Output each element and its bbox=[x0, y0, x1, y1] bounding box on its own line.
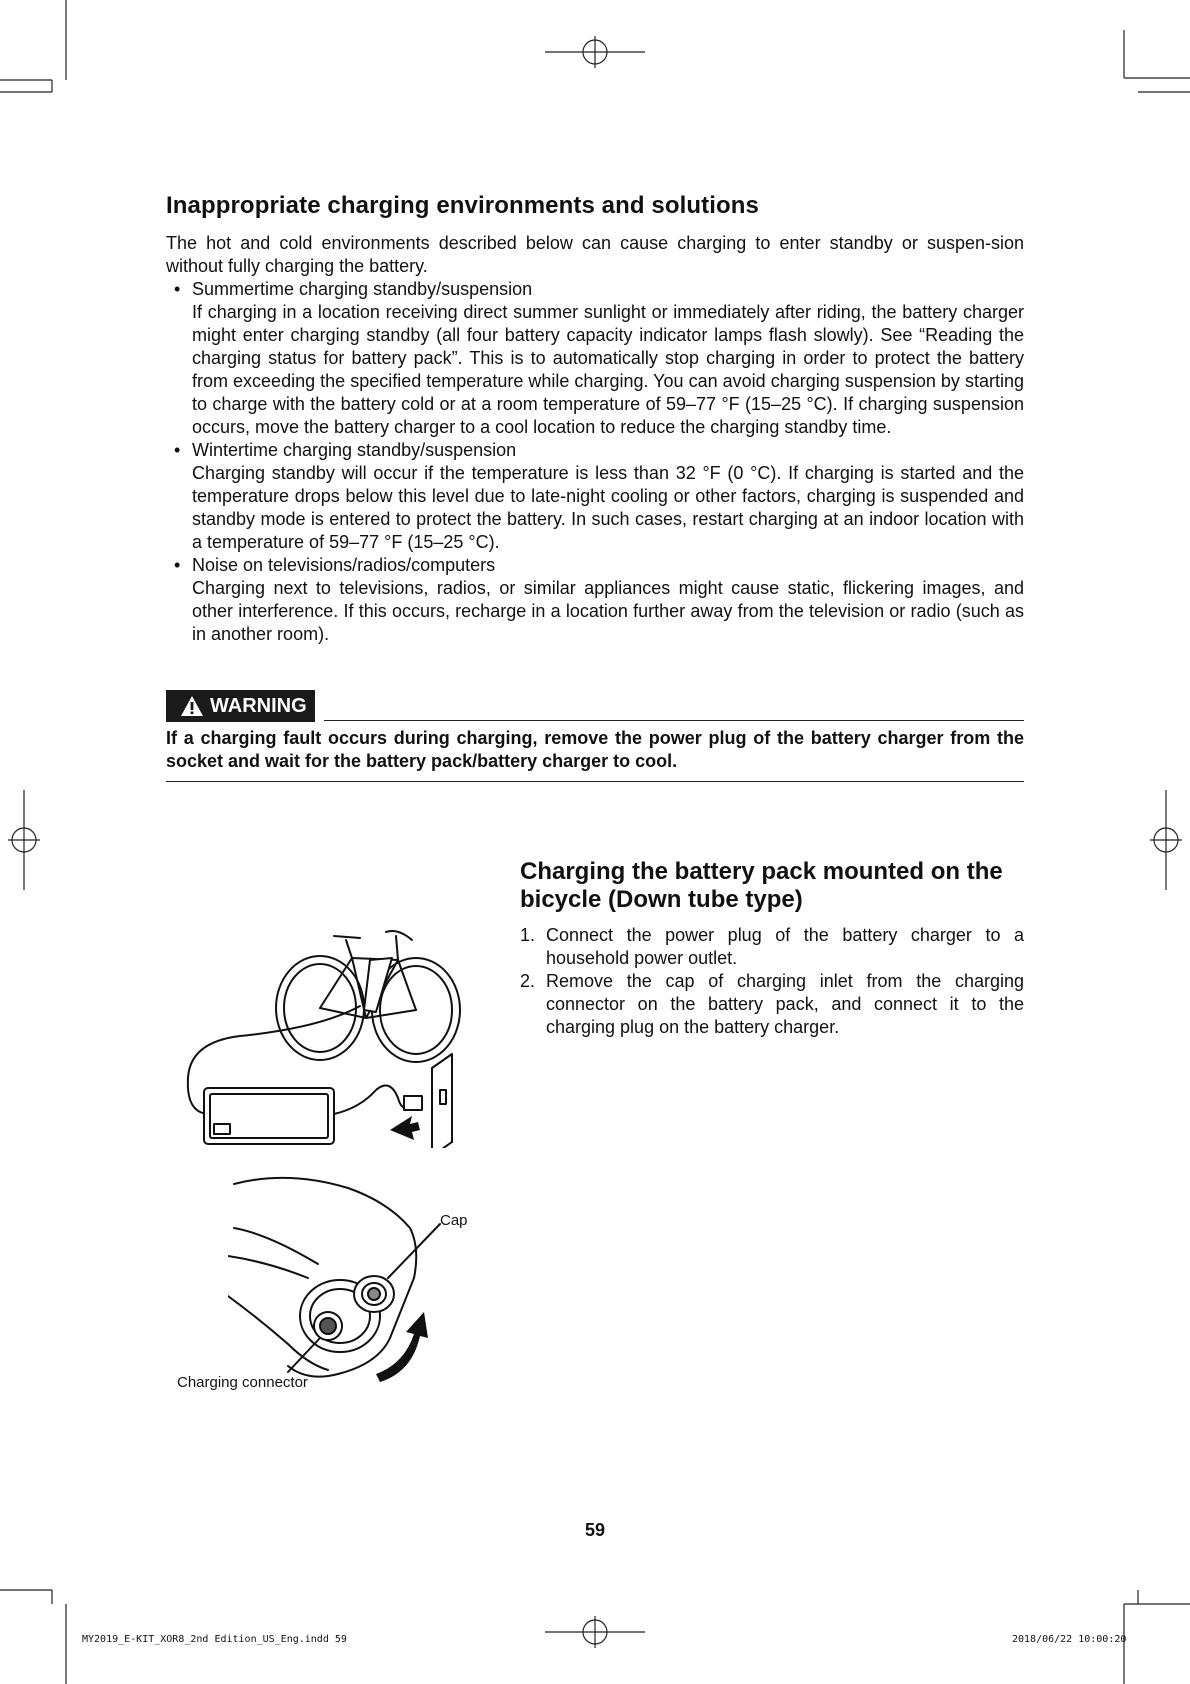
step-item bbox=[520, 924, 1024, 970]
section-title-charging-environments: Inappropriate charging environments and solutions bbox=[166, 192, 759, 219]
cap-label: Cap bbox=[440, 1212, 468, 1229]
step-item bbox=[520, 970, 1024, 1039]
warning-rule-top bbox=[324, 720, 1024, 721]
bullet-icon: • bbox=[174, 440, 181, 460]
file-slug: MY2019_E-KIT_XOR8_2nd Edition_US_Eng.indd 59 bbox=[82, 1634, 347, 1645]
warning-label: WARNING bbox=[210, 694, 307, 717]
warning-badge bbox=[166, 690, 315, 722]
page-number: 59 bbox=[584, 1520, 606, 1540]
warning-box bbox=[166, 690, 1024, 782]
list-item-title: Summertime charging standby/suspension bbox=[192, 279, 533, 299]
charging-connector-illustration bbox=[228, 1168, 468, 1388]
list-item-winter bbox=[166, 439, 1024, 554]
date-slug: 2018/06/22 10:00:20 bbox=[1012, 1634, 1127, 1645]
list-item-summer bbox=[166, 278, 1024, 439]
step-number: 1. bbox=[520, 925, 536, 945]
bicycle-charger-illustration bbox=[180, 918, 480, 1148]
list-item-noise bbox=[166, 554, 1024, 646]
warning-text: If a charging fault occurs during charging, remove the power plug of the battery charger from the socket and wait for the battery pack/battery charger to cool. bbox=[166, 728, 1024, 771]
charging-connector-label: Charging connector bbox=[177, 1374, 308, 1391]
bullet-icon: • bbox=[174, 555, 181, 575]
list-item-text: Charging next to televisions, radios, or similar appliances might cause static, flickering images, and other interference. If this occurs, recharge in a location further away from the television or radio (such as in another room). bbox=[192, 578, 1024, 644]
step-number: 2. bbox=[520, 971, 536, 991]
insert-arrow-icon bbox=[390, 1116, 420, 1140]
step-text: Connect the power plug of the battery charger to a household power outlet. bbox=[546, 925, 1024, 968]
warning-rule-bottom bbox=[166, 781, 1024, 782]
section-title-charging-mounted: Charging the battery pack mounted on the bicycle (Down tube type) bbox=[520, 858, 1003, 913]
warning-triangle-icon bbox=[180, 695, 204, 717]
charging-steps bbox=[520, 924, 1024, 1039]
list-item-text: If charging in a location receiving direct summer sunlight or immediately after riding, the battery charger might enter charging standby (all four battery capacity indicator lamps flash slowly). See “Reading the charging status for battery pack”. This is to automatically stop charging in order to protect the battery from exceeding the specified temperature while charging. You can avoid charging suspension by starting to charge with the battery cold or at a room temperature of 59–77 °F (15–25 °C). If charging suspension occurs, move the battery charger to a cool location to reduce the charging standby time. bbox=[192, 302, 1024, 437]
environment-list bbox=[166, 278, 1024, 646]
bullet-icon: • bbox=[174, 279, 181, 299]
step-text: Remove the cap of charging inlet from the charging connector on the battery pack, and connect it to the charging plug on the battery charger. bbox=[546, 971, 1024, 1037]
list-item-title: Wintertime charging standby/suspension bbox=[192, 440, 517, 460]
list-item-title: Noise on televisions/radios/computers bbox=[192, 555, 496, 575]
list-item-text: Charging standby will occur if the temperature is less than 32 °F (0 °C). If charging is started and the temperature drops below this level due to late-night cooling or other factors, charging is suspended and standby mode is entered to protect the battery. In such cases, restart charging at an indoor location with a temperature of 59–77 °F (15–25 °C). bbox=[192, 463, 1024, 552]
intro-paragraph: The hot and cold environments described below can cause charging to enter standby or suspen-sion without fully charging the battery. bbox=[166, 233, 1024, 276]
